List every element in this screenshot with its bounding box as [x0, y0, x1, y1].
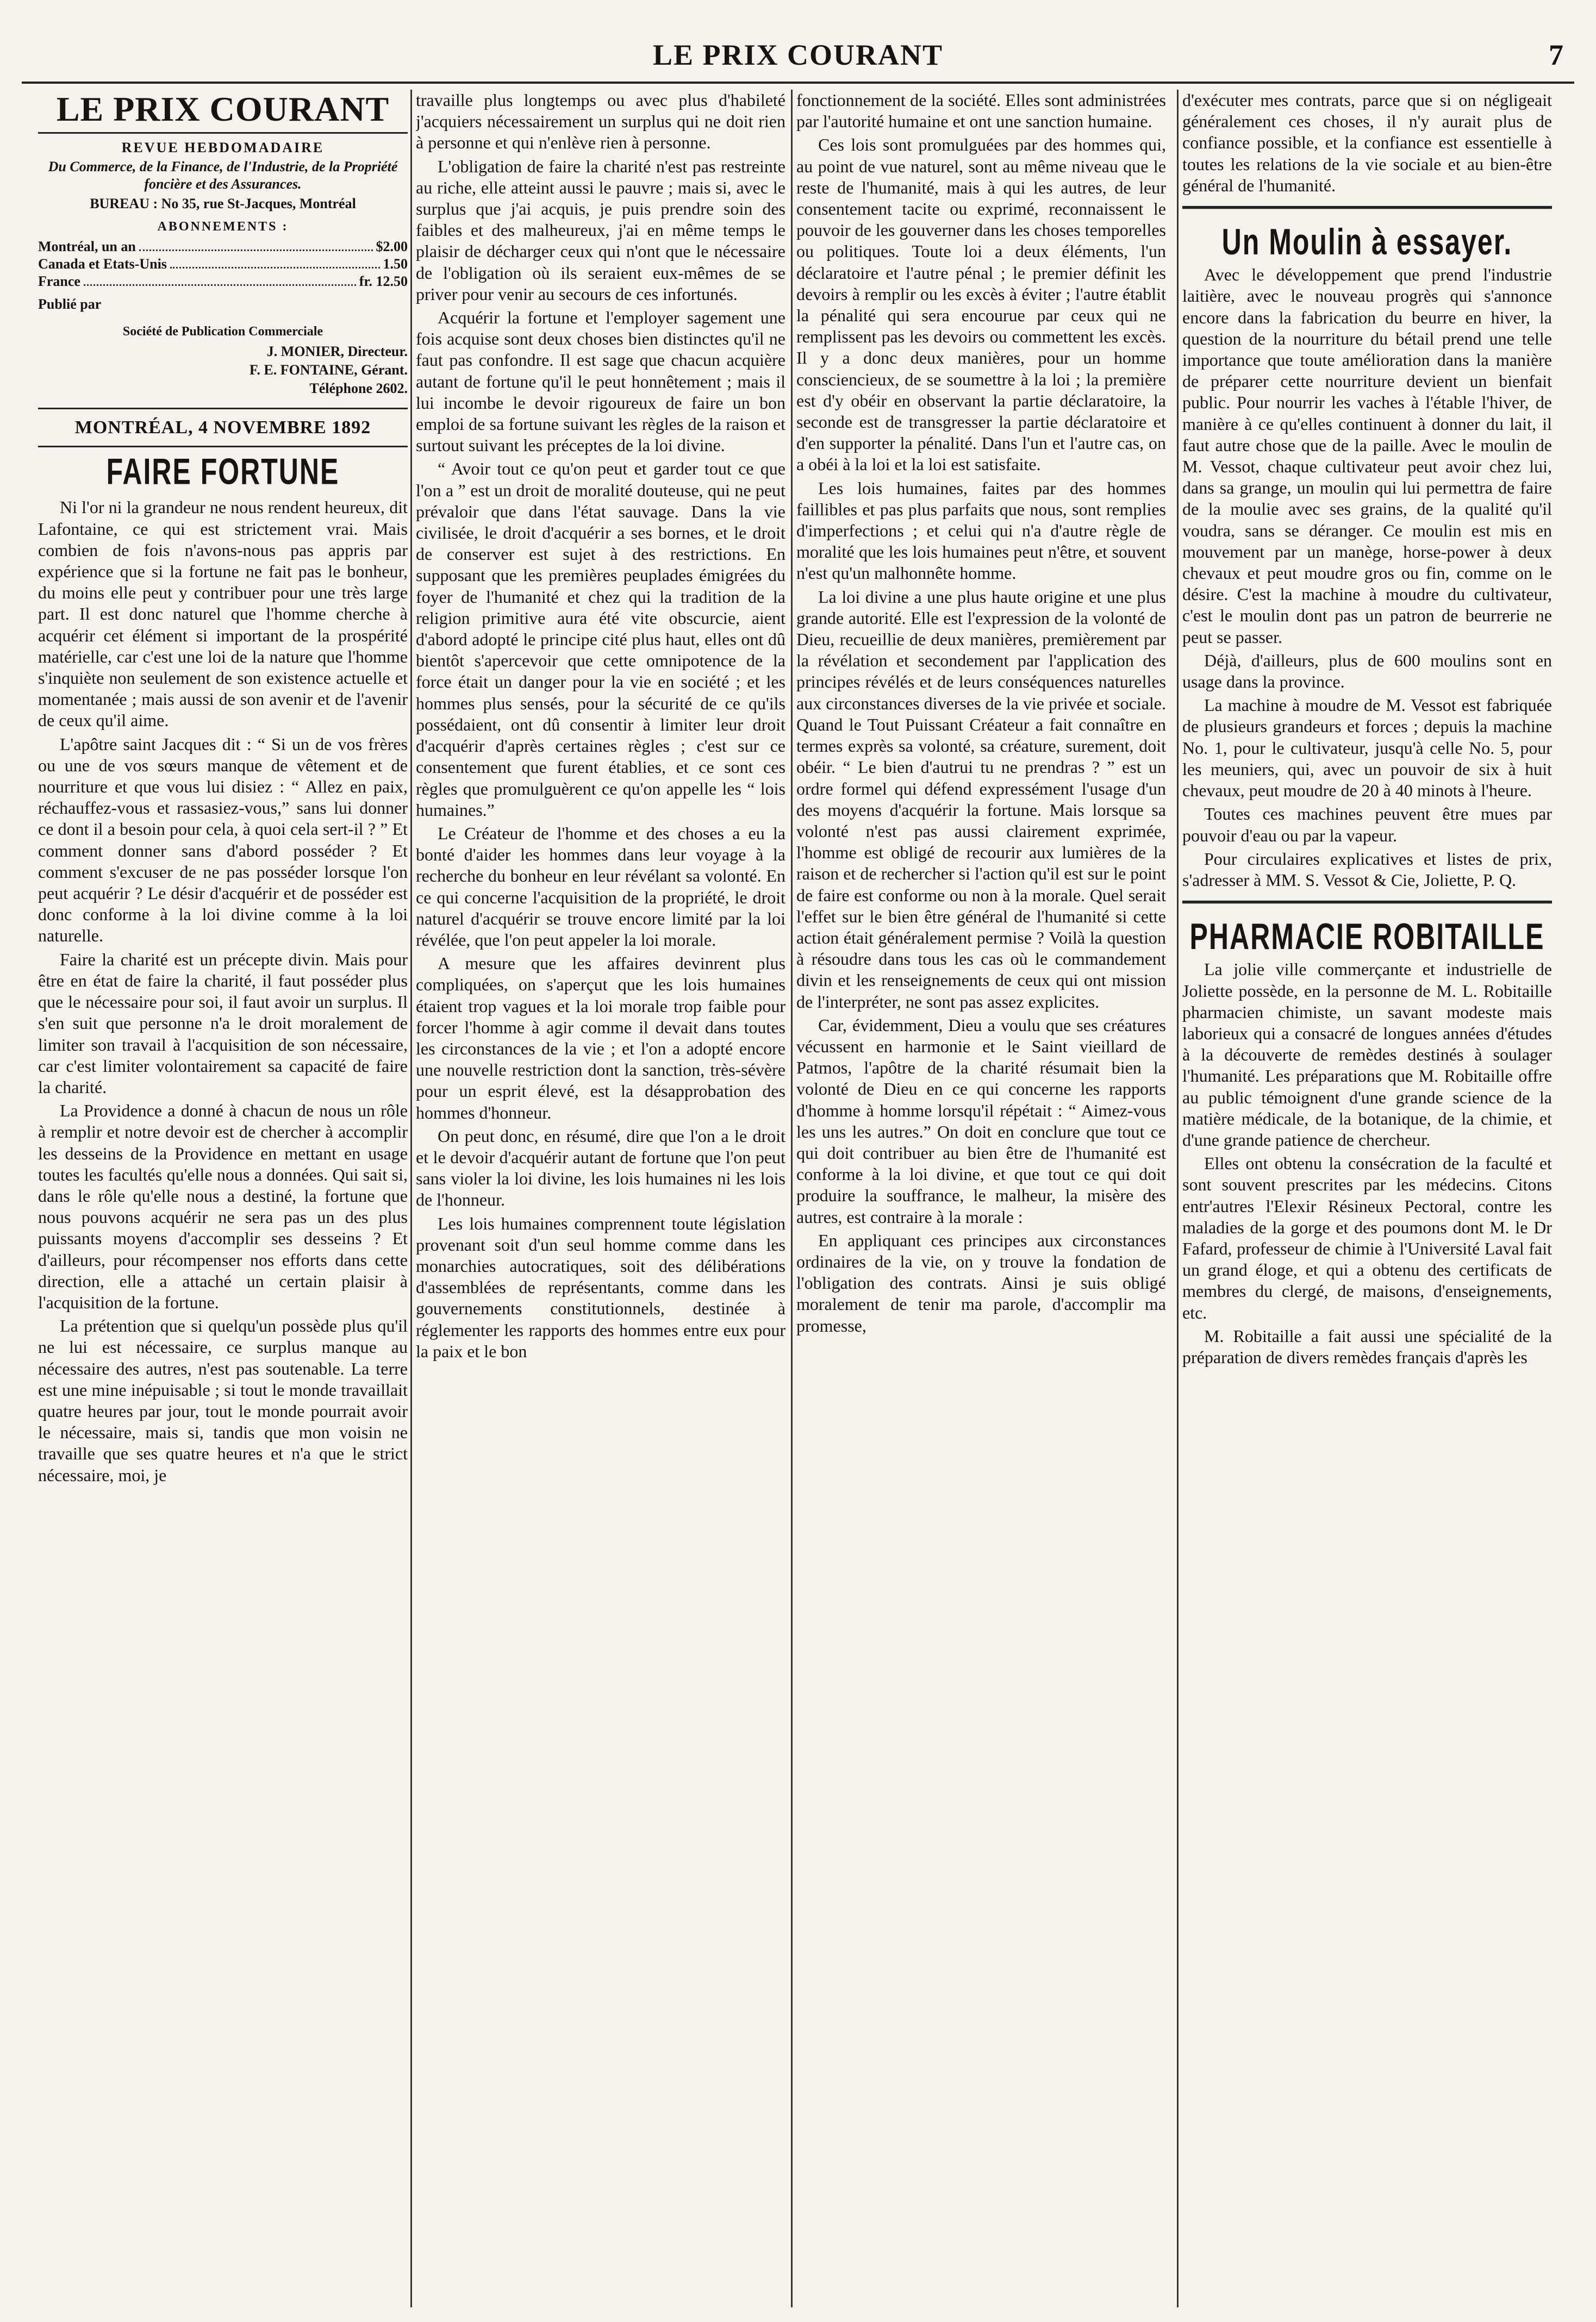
paragraph: fonctionnement de la société. Elles sont administrées par l'autorité humaine et ont une sanction humaine. — [796, 90, 1166, 132]
paragraph: “ Avoir tout ce qu'on peut et garder tout ce que l'on a ” est un droit de moralité douteuse, qui ne peut prévaloir que dans l'état sauvage. Dans la vie civilisée, le droit d'acquérir a ses bornes, et le droit de conserver est sujet à des restrictions. En supposant que les premières peuplades émigrées du foyer de l'humanité et chez qui la tradition de la religion primitive aura été vite obscurcie, aient d'abord adopté le principe cité plus haut, elles ont dû bientôt s'apercevoir que cette omnipotence de la force était un danger pour la vie en société ; et les hommes plus sensés, pour la sécurité de ce qu'ils possédaient, ont dû consentir à limiter leur droit d'acquérir d'après certaines règles ; c'est sur ce consentement que furent établies, et ce sont ces règles que promulguèrent ce qu'on appelle les “ lois humaines.” — [416, 459, 785, 820]
paragraph: L'apôtre saint Jacques dit : “ Si un de vos frères ou une de vos sœurs manque de vêtement et de nourriture et que vous lui disiez : “ Allez en paix, réchauffez-vous et rassasiez-vous,” sans lui donner ce dont il a besoin pour cela, à quoi cela sert-il ? ” Et comment donner sans d'abord posséder ? Et comment s'excuser de ne pas posséder lorsque l'on peut acquérir ? Le désir d'acquérir et de posséder est donc conforme à la loi divine comme à la loi naturelle. — [38, 734, 408, 946]
paragraph: travaille plus longtemps ou avec plus d'habileté j'acquiers nécessairement un surplus qui ne doit rien à personne et qui n'enlève rien à personne. — [416, 90, 785, 153]
paragraph: Le Créateur de l'homme et des choses a eu la bonté d'aider les hommes dans leur voyage à la recherche du bonheur en leur révélant sa volonté. En ce qui concerne l'acquisition de la propriété, le droit naturel d'acquérir se trouve encore limité par la loi révélée, que l'on peut appeler la loi morale. — [416, 823, 785, 950]
paragraph: Les lois humaines comprennent toute législation provenant soit d'un seul homme comme dans les monarchies autocratiques, soit des délibérations d'assemblées de représentants, comme dans les gouvernements constitutionnels, destinée à réglementer les rapports des hommes entre eux pour la paix et le bon — [416, 1213, 785, 1361]
paragraph: Ni l'or ni la grandeur ne nous rendent heureux, dit Lafontaine, ce qui est strictement vrai. Mais combien de fois n'avons-nous pas appris par expérience que si la fortune ne fait pas le bonheur, du moins elle peut y contribuer pour une très large part. Il est donc naturel que l'homme cherche à acquérir cet élément si important de la prospérité matérielle, car c'est une loi de la nature que l'homme s'inquiète non seulement de son existence actuelle et momentanée ; mais aussi de son avenir et de l'avenir de ceux qu'il aime. — [38, 497, 408, 731]
article-title: FAIRE FORTUNE — [106, 451, 340, 492]
price-value: 1.50 — [383, 255, 408, 272]
paragraph: La jolie ville commerçante et industrielle de Joliette possède, en la personne de M. L. Robitaille pharmacien chimiste, un savant modeste mais laborieux qui a consacré de longues années d'études à la découverte de remèdes destinés à soulager l'humanité. Les préparations que M. Robitaille offre au public témoignent d'une grande science de la matière médicale, de la botanique, de la chimie, et d'une grande patience de chercheur. — [1182, 959, 1552, 1150]
staff-line: Téléphone 2602. — [309, 380, 408, 397]
masthead-description: Du Commerce, de la Finance, de l'Industrie, de la Propriété foncière et des Assurances. — [48, 159, 398, 192]
staff-line: F. E. FONTAINE, Gérant. — [249, 362, 408, 378]
price-label: Montréal, un an — [38, 238, 136, 254]
column-3 — [796, 90, 1166, 2307]
paragraph: La Providence a donné à chacun de nous un rôle à remplir et notre devoir est de chercher à accomplir les desseins de la Providence en mettant en usage toutes les facultés qu'elle nous a données. Qui sait si, dans le rôle qu'elle nous a destiné, la fortune que nous pouvons acquérir ne sera pas un des plus puissants moyens d'accomplir ses desseins ? Et d'ailleurs, pour récompenser nos efforts dans cette direction, elle a attaché un certain plaisir à l'acquisition de la fortune. — [38, 1101, 408, 1312]
price-value: $2.00 — [376, 238, 408, 254]
leader-dots — [139, 238, 373, 251]
paragraph: Toutes ces machines peuvent être mues par pouvoir d'eau ou par la vapeur. — [1182, 804, 1552, 845]
column-rule — [1177, 90, 1179, 2307]
abonnements-label: ABONNEMENTS : — [157, 220, 289, 234]
running-head — [22, 38, 1574, 82]
paragraph: La prétention que si quelqu'un possède plus qu'il ne lui est nécessaire, ce surplus manque au nécessaire des autres, n'est pas soutenable. La terre est une mine inépuisable ; si tout le monde travaillait quatre heures par jour, tout le monde pourrait avoir le nécessaire, mais si, tandis que mon voisin ne travaille que ses quatre heures et n'a que le strict nécessaire, moi, je — [38, 1316, 408, 1485]
paragraph: L'obligation de faire la charité n'est pas restreinte au riche, elle atteint aussi le pauvre ; mais si, avec le surplus que j'ai acquis, je puis prendre soin des faibles et des malheureux, j'ai en même temps le plaisir de décharger ceux qui n'ont que le nécessaire de l'obligation où ils seraient eux-mêmes de se priver pour venir au secours de ces infortunés. — [416, 156, 785, 304]
leader-dots — [170, 255, 380, 269]
paragraph: Ces lois sont promulguées par des hommes qui, au point de vue naturel, sont au même niveau que le reste de l'humanité, mais à qui les autres, de leur consentement tacite ou exprimé, reconnaissent le pouvoir de les gouverner dans les choses temporelles ou politiques. Toute loi a deux éléments, l'un déclaratoire et l'autre pénal ; le premier définit les devoirs à remplir ou les excès à éviter ; l'autre établit la pénalité qui sera encourue par ceux qui ne remplissent pas les devoirs ou commettent les excès. Il y a donc deux manières, pour un homme consciencieux, de se soumettre à la loi ; la première est d'y obéir en observant la partie déclaratoire, la seconde est de transgresser la partie déclaratoire et d'en supporter la pénalité. Dans l'un et l'autre cas, on a obéi à la loi et la loi est satisfaite. — [796, 135, 1166, 475]
price-label: France — [38, 273, 80, 289]
paragraph: Car, évidemment, Dieu a voulu que ses créatures vécussent en harmonie et le Saint vieillard de Patmos, l'apôtre de la charité résumait bien la volonté de Dieu en ce qui concerne les rapports d'homme à homme lorsqu'il répétait : “ Aimez-vous les uns les autres.” On doit en conclure que tout ce qui doit contribuer au bien être de l'humanité est conforme à la loi divine, et que tout ce qui doit produire la souffrance, le malheur, la misère des autres, est contraire à la morale : — [796, 1015, 1166, 1227]
paragraph: En appliquant ces principes aux circonstances ordinaires de la vie, on y trouve la fondation de l'obligation des contrats. Ainsi je suis obligé moralement de tenir ma parole, d'accomplir ma promesse, — [796, 1230, 1166, 1335]
paragraph: Les lois humaines, faites par des hommes faillibles et pas plus parfaits que nous, sont remplies d'imperfections ; et celui qui n'a d'autre règle de moralité que les lois humaines peut n'être, et souvent n'est qu'un malhonnête homme. — [796, 478, 1166, 583]
paragraph: La machine à moudre de M. Vessot est fabriquée de plusieurs grandeurs et forces ; depuis la machine No. 1, pour le cultivateur, jusqu'à celle No. 5, pour les meuniers, qui, avec un pouvoir de six à huit chevaux, peut moudre de 20 à 40 minots à l'heure. — [1182, 695, 1552, 801]
paragraph: Elles ont obtenu la consécration de la faculté et sont souvent prescrites par les médecins. Citons entr'autres l'Elexir Résineux Pectoral, contre les maladies de la gorge et des poumons dont M. le Dr Fafard, professeur de chimie à l'Université Laval fait un grand éloge, et qui a obtenu des certificats de membres du clergé, de maisons, d'enseignements, etc. — [1182, 1153, 1552, 1322]
price-label: Canada et Etats-Unis — [38, 255, 167, 272]
article-title: Un Moulin à essayer. — [1182, 206, 1552, 257]
paragraph: Acquérir la fortune et l'employer sagement une fois acquise sont deux choses bien distinctes qu'il ne faut pas confondre. Il est sage que chacun acquière autant de fortune qu'il le peut honnêtement ; mais il lui incombe le devoir rigoureux de faire un bon emploi de sa fortune suivant les règles de la raison et surtout suivant les préceptes de la loi divine. — [416, 308, 785, 455]
paragraph: Pour circulaires explicatives et listes de prix, s'adresser à MM. S. Vessot & Cie, Joliette, P. Q. — [1182, 848, 1552, 890]
paragraph: On peut donc, en résumé, dire que l'on a le droit et le devoir d'acquérir autant de fortune que l'on peut sans violer la loi divine, les lois humaines ni les lois de l'honneur. — [416, 1126, 785, 1210]
paragraph: Déjà, d'ailleurs, plus de 600 moulins sont en usage dans la province. — [1182, 650, 1552, 692]
price-row — [38, 238, 408, 255]
paragraph: Faire la charité est un précepte divin. Mais pour être en état de faire la charité, il faut posséder plus que le nécessaire pour soi, il faut avoir un surplus. Il s'en suit que personne n'a le droit moralement de limiter son travail à l'acquisition de son nécessaire, car c'est limiter volontairement sa capacité de faire la charité. — [38, 949, 408, 1097]
paragraph: d'exécuter mes contrats, parce que si on négligeait généralement ces choses, il n'y aurait plus de confiance possible, et la confiance est essentielle à toutes les relations de la vie sociale et au bien-être général de l'humanité. — [1182, 90, 1552, 195]
price-row — [38, 255, 408, 273]
publie-par: Publié par — [38, 296, 102, 312]
masthead-subtitle: REVUE HEBDOMADAIRE — [121, 140, 325, 155]
column-rule — [791, 90, 793, 2307]
dateline: MONTRÉAL, 4 NOVEMBRE 1892 — [38, 408, 408, 447]
masthead — [38, 90, 408, 398]
paragraph: M. Robitaille a fait aussi une spécialité de la préparation de divers remèdes français d'après les — [1182, 1326, 1552, 1367]
column-rule — [410, 90, 412, 2307]
article-title: PHARMACIE ROBITAILLE — [1182, 901, 1552, 951]
page-number: 7 — [1549, 39, 1563, 71]
price-value: fr. 12.50 — [359, 273, 408, 289]
paragraph: A mesure que les affaires devinrent plus compliquées, on s'aperçut que les lois humaines étaient trop vagues et la loi morale trop faible pour forcer l'homme à agir comme il devait dans toutes les circonstances de la vie ; et l'on a adopté encore une nouvelle restriction dont la sanction, très-sévère pour un esprit élevé, est la désapprobation des hommes d'honneur. — [416, 953, 785, 1122]
paragraph: Avec le développement que prend l'industrie laitière, avec le nouveau progrès qui s'annonce encore dans la fabrication du beurre en hiver, la question de la nourriture du bétail prend une telle importance que toute amélioration dans la manière de préparer cette nourriture devient un bienfait public. Pour nourrir les vaches à l'étable l'hiver, de manière à ce qu'elles continuent à donner du lait, il faut autre chose que de la paille. Avec le moulin de M. Vessot, chaque cultivateur peut avoir chez lui, dans sa grange, un moulin qui lui permettra de faire de la moulie avec ses grains, de la qualité qu'il voudra, sans se déranger. Ce moulin est mis en mouvement par un manège, horse-power à deux chevaux et peut moudre gros ou fin, comme on le désire. C'est la machine à moudre du cultivateur, c'est le moulin dont pas un patron de beurrerie ne peut se passer. — [1182, 265, 1552, 647]
staff-line: J. MONIER, Directeur. — [266, 344, 408, 360]
masthead-bureau: BUREAU : No 35, rue St-Jacques, Montréal — [90, 196, 356, 212]
masthead-title: LE PRIX COURANT — [38, 90, 408, 134]
column-2 — [416, 90, 785, 2307]
price-row — [38, 273, 408, 290]
column-1 — [38, 90, 408, 2307]
column-4 — [1182, 90, 1552, 2307]
leader-dots — [84, 273, 356, 286]
running-head-title: LE PRIX COURANT — [652, 39, 944, 71]
paragraph: La loi divine a une plus haute origine et une plus grande autorité. Elle est l'expression de la volonté de Dieu, recueillie de deux manières, premièrement par la révélation et secondement par l'application des principes révélés et de leurs conséquences naturelles aux circonstances diverses de la vie privée et sociale. Quand le Tout Puissant Créateur a fait connaître en termes exprès sa volonté, sa créature, surement, doit obéir. “ Le bien d'autrui tu ne prendras ? ” est un ordre formel qui défend expressément l'usage d'un des moyens d'acquérir la fortune. Mais lorsque sa volonté n'est pas aussi clairement exprimée, l'homme est obligé de recourir aux lumières de la raison et de rechercher si l'action qu'il est sur le point de faire est conforme ou non à la morale. Quel serait l'effet sur le bien être général de l'humanité si cette action était généralement permise ? Voilà la question à résoudre dans tous les cas où le commandement divin et les renseignements de ceux qui ont mission de l'interpréter, ne sont pas assez explicites. — [796, 586, 1166, 1012]
top-rule — [22, 82, 1574, 84]
publisher-society: Société de Publication Commerciale — [122, 324, 323, 339]
